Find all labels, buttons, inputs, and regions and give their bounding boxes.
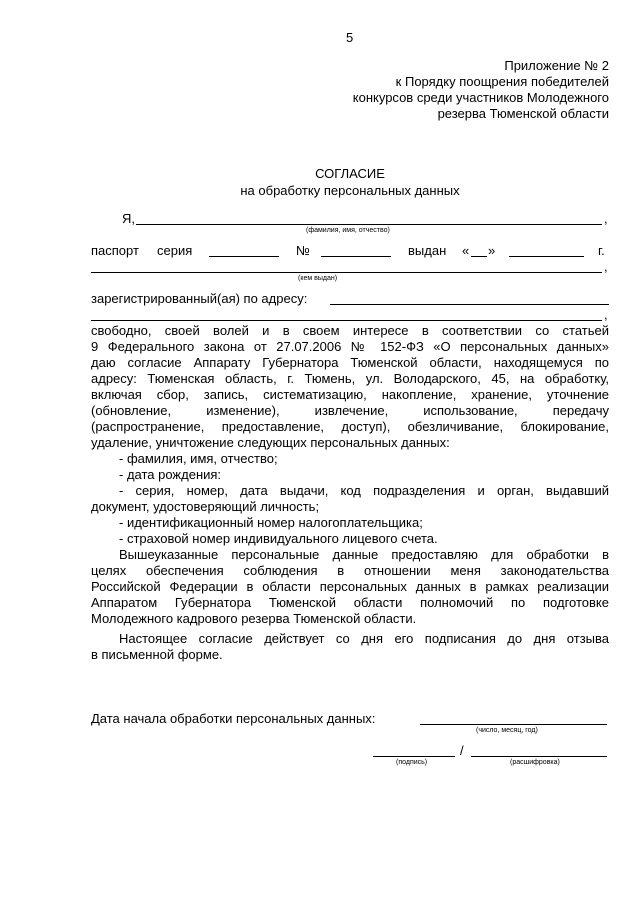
decode-field-line[interactable] bbox=[471, 756, 607, 757]
body-p2-line: Вышеуказанные персональные данные предоставляю для обработки в bbox=[119, 547, 609, 562]
number-field-line[interactable] bbox=[321, 256, 391, 257]
list-item: - серия, номер, дата выдачи, код подразделения и орган, выдавший bbox=[119, 483, 609, 498]
quote-open: « bbox=[462, 243, 470, 258]
number-sign: № bbox=[296, 243, 310, 258]
day-field-line[interactable] bbox=[471, 256, 487, 257]
slash: / bbox=[460, 743, 464, 758]
issued-by-caption: (кем выдан) bbox=[298, 275, 338, 282]
body-p1-line: адресу: Тюменская область, г. Тюмень, ул. Володарского, 45, на обработку, bbox=[91, 371, 609, 386]
fio-caption: (фамилия, имя, отчество) bbox=[306, 227, 390, 234]
body-p1-line: 9 Федерального закона от 27.07.2006 № 152-ФЗ «О персональных данных» bbox=[91, 339, 609, 354]
series-label: серия bbox=[157, 243, 193, 258]
appendix-line-4: резерва Тюменской области bbox=[437, 106, 609, 121]
body-p1-line: свободно, своей волей и в своем интересе в соответствии со статьей bbox=[91, 323, 609, 338]
quote-close: » bbox=[488, 243, 496, 258]
comma-2: , bbox=[604, 259, 608, 274]
list-item: - страховой номер индивидуального лицевого счета. bbox=[119, 531, 438, 546]
passport-label: паспорт bbox=[91, 243, 139, 258]
page-number: 5 bbox=[346, 30, 354, 45]
document-subtitle: на обработку персональных данных bbox=[240, 183, 460, 198]
ya-label: Я, bbox=[122, 211, 135, 226]
body-p2-line: Российской Федерации в области персональных данных в рамках реализации bbox=[91, 579, 609, 594]
signature-field-line[interactable] bbox=[373, 756, 455, 757]
issued-by-field-line[interactable] bbox=[91, 272, 602, 273]
body-p3-line: в письменной форме. bbox=[91, 647, 223, 662]
list-item: документ, удостоверяющий личность; bbox=[91, 499, 320, 514]
start-date-field-line[interactable] bbox=[420, 724, 607, 725]
series-field-line[interactable] bbox=[209, 256, 279, 257]
body-p1-line: даю согласие Аппарату Губернатора Тюменской области, находящемуся по bbox=[91, 355, 609, 370]
body-p1-line: включая сбор, запись, систематизацию, накопление, хранение, уточнение bbox=[91, 387, 609, 402]
registered-label: зарегистрированный(ая) по адресу: bbox=[91, 291, 308, 306]
appendix-line-2: к Порядку поощрения победителей bbox=[395, 74, 609, 89]
comma-3: , bbox=[604, 307, 608, 322]
body-p2-line: целях обеспечения соблюдения в отношении меня законодательства bbox=[91, 563, 609, 578]
address-field-line-1[interactable] bbox=[330, 304, 609, 305]
date-caption: (число, месяц, год) bbox=[476, 727, 538, 734]
comma-1: , bbox=[604, 211, 608, 226]
body-p1-line: (обновление, изменение), извлечение, использование, передачу bbox=[91, 403, 609, 418]
start-date-label: Дата начала обработки персональных данных: bbox=[91, 711, 376, 726]
list-item: - фамилия, имя, отчество; bbox=[119, 451, 278, 466]
month-year-field-line[interactable] bbox=[509, 256, 584, 257]
document-title: СОГЛАСИЕ bbox=[315, 166, 385, 181]
body-p2-line: Молодежного кадрового резерва Тюменской области. bbox=[91, 611, 417, 626]
fio-field-line[interactable] bbox=[136, 224, 602, 225]
list-item: - идентификационный номер налогоплательщика; bbox=[119, 515, 423, 530]
decode-caption: (расшифровка) bbox=[510, 759, 560, 766]
signature-caption: (подпись) bbox=[396, 759, 428, 766]
list-item: - дата рождения: bbox=[119, 467, 222, 482]
body-p3-line: Настоящее согласие действует со дня его подписания до дня отзыва bbox=[119, 631, 609, 646]
year-abbr: г. bbox=[598, 243, 605, 258]
address-field-line-2[interactable] bbox=[91, 320, 602, 321]
body-p1-line: (распространение, предоставление, доступ), обезличивание, блокирование, bbox=[91, 419, 609, 434]
issued-label: выдан bbox=[408, 243, 447, 258]
appendix-line-3: конкурсов среди участников Молодежного bbox=[352, 90, 609, 105]
body-p2-line: Аппаратом Губернатора Тюменской области полномочий по подготовке bbox=[91, 595, 609, 610]
body-p1-line: удаление, уничтожение следующих персональных данных: bbox=[91, 435, 450, 450]
appendix-line-1: Приложение № 2 bbox=[504, 58, 609, 73]
